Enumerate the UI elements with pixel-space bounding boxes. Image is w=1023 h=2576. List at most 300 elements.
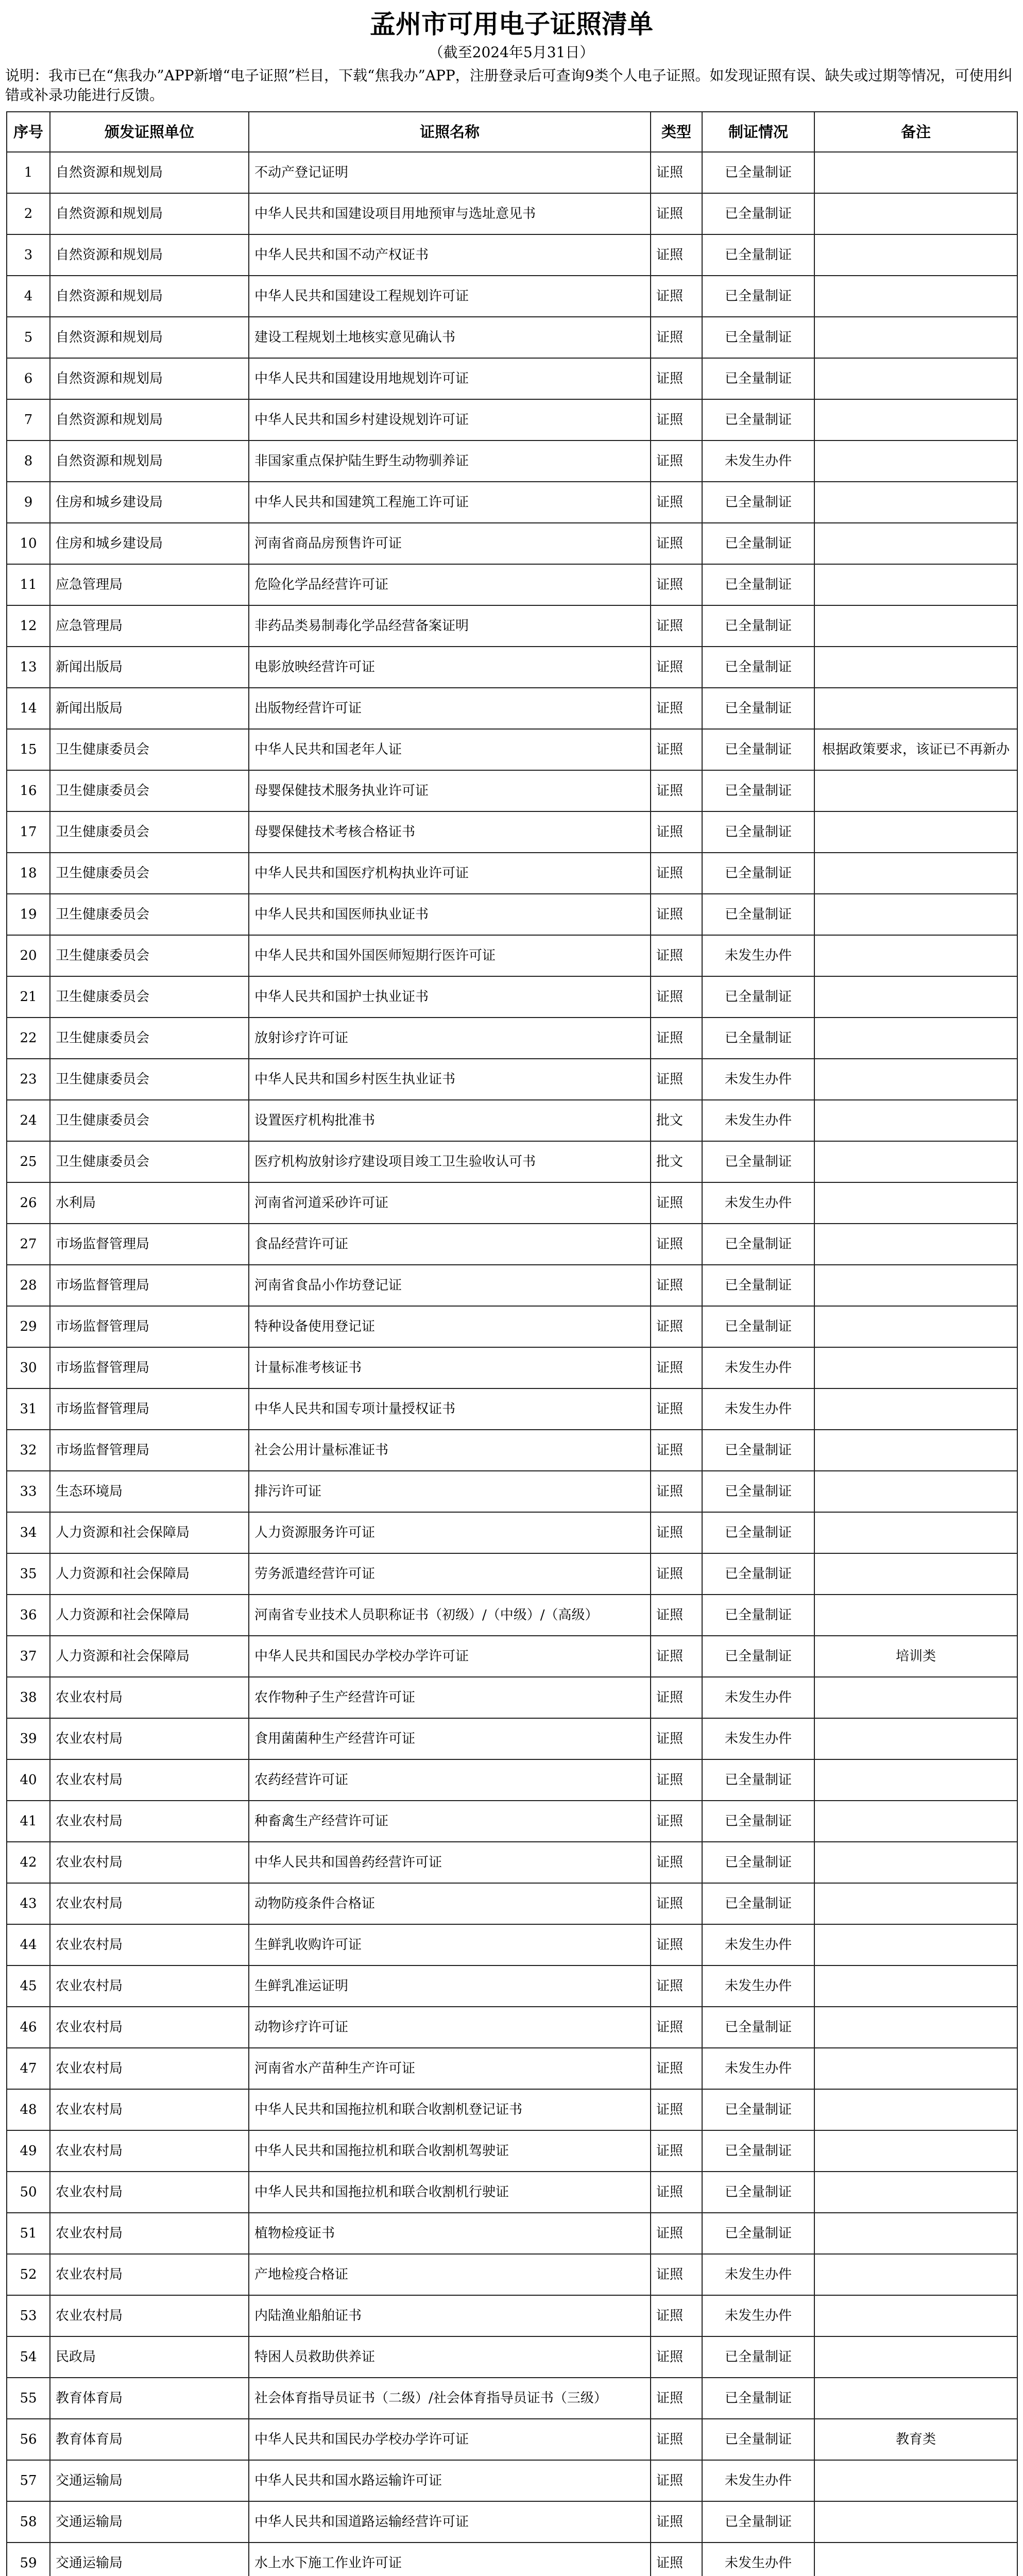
cell-remarks bbox=[814, 1512, 1017, 1553]
table-row bbox=[7, 2213, 1017, 2254]
cell-status: 已全量制证 bbox=[702, 152, 814, 193]
cell-index: 27 bbox=[7, 1224, 50, 1265]
cell-status: 已全量制证 bbox=[702, 1141, 814, 1182]
cell-index: 11 bbox=[7, 564, 50, 605]
cell-status: 未发生办件 bbox=[702, 1388, 814, 1430]
cell-status: 未发生办件 bbox=[702, 1347, 814, 1388]
cell-certificate-name: 中华人民共和国老年人证 bbox=[249, 729, 651, 770]
cell-index: 9 bbox=[7, 482, 50, 523]
cell-remarks bbox=[814, 1965, 1017, 2007]
cell-certificate-name: 中华人民共和国水路运输许可证 bbox=[249, 2460, 651, 2501]
cell-certificate-name: 生鲜乳收购许可证 bbox=[249, 1924, 651, 1965]
table-row bbox=[7, 1636, 1017, 1677]
cell-type: 证照 bbox=[651, 1347, 702, 1388]
cell-remarks bbox=[814, 482, 1017, 523]
cell-remarks bbox=[814, 1018, 1017, 1059]
cell-status: 已全量制证 bbox=[702, 2172, 814, 2213]
cell-index: 23 bbox=[7, 1059, 50, 1100]
table-row bbox=[7, 1965, 1017, 2007]
cell-issuer: 农业农村局 bbox=[50, 1759, 249, 1801]
cell-type: 证照 bbox=[651, 1018, 702, 1059]
cell-type: 证照 bbox=[651, 688, 702, 729]
cell-status: 已全量制证 bbox=[702, 2501, 814, 2543]
cell-type: 证照 bbox=[651, 440, 702, 482]
cell-remarks bbox=[814, 2048, 1017, 2089]
cell-remarks bbox=[814, 317, 1017, 358]
cell-type: 证照 bbox=[651, 1801, 702, 1842]
cell-issuer: 农业农村局 bbox=[50, 2007, 249, 2048]
cell-issuer: 自然资源和规划局 bbox=[50, 276, 249, 317]
cell-certificate-name: 人力资源服务许可证 bbox=[249, 1512, 651, 1553]
table-row bbox=[7, 1100, 1017, 1141]
table-row bbox=[7, 2172, 1017, 2213]
cell-type: 证照 bbox=[651, 894, 702, 935]
cell-remarks bbox=[814, 2007, 1017, 2048]
cell-status: 未发生办件 bbox=[702, 2460, 814, 2501]
cell-type: 证照 bbox=[651, 1965, 702, 2007]
cell-status: 已全量制证 bbox=[702, 688, 814, 729]
cell-remarks bbox=[814, 1306, 1017, 1347]
cell-remarks: 培训类 bbox=[814, 1636, 1017, 1677]
table-row bbox=[7, 1677, 1017, 1718]
cell-certificate-name: 危险化学品经营许可证 bbox=[249, 564, 651, 605]
cell-certificate-name: 中华人民共和国乡村建设规划许可证 bbox=[249, 399, 651, 440]
header-certificate-name: 证照名称 bbox=[249, 112, 651, 152]
cell-remarks bbox=[814, 1347, 1017, 1388]
cell-index: 26 bbox=[7, 1182, 50, 1224]
cell-remarks bbox=[814, 935, 1017, 976]
cell-type: 证照 bbox=[651, 647, 702, 688]
table-header-row bbox=[7, 112, 1017, 152]
table-row bbox=[7, 647, 1017, 688]
cell-certificate-name: 社会公用计量标准证书 bbox=[249, 1430, 651, 1471]
cell-status: 未发生办件 bbox=[702, 2543, 814, 2576]
cell-issuer: 卫生健康委员会 bbox=[50, 1059, 249, 1100]
cell-index: 58 bbox=[7, 2501, 50, 2543]
cell-status: 已全量制证 bbox=[702, 2007, 814, 2048]
cell-issuer: 人力资源和社会保障局 bbox=[50, 1512, 249, 1553]
cell-type: 证照 bbox=[651, 2419, 702, 2460]
cell-index: 25 bbox=[7, 1141, 50, 1182]
cell-type: 批文 bbox=[651, 1141, 702, 1182]
cell-issuer: 应急管理局 bbox=[50, 564, 249, 605]
cell-certificate-name: 食用菌菌种生产经营许可证 bbox=[249, 1718, 651, 1759]
cell-issuer: 自然资源和规划局 bbox=[50, 152, 249, 193]
cell-status: 未发生办件 bbox=[702, 1677, 814, 1718]
cell-certificate-name: 中华人民共和国道路运输经营许可证 bbox=[249, 2501, 651, 2543]
cell-certificate-name: 中华人民共和国医疗机构执业许可证 bbox=[249, 853, 651, 894]
cell-issuer: 农业农村局 bbox=[50, 2172, 249, 2213]
cell-issuer: 农业农村局 bbox=[50, 2295, 249, 2336]
cell-issuer: 卫生健康委员会 bbox=[50, 1018, 249, 1059]
cell-index: 48 bbox=[7, 2089, 50, 2130]
cell-type: 证照 bbox=[651, 1059, 702, 1100]
cell-certificate-name: 内陆渔业船舶证书 bbox=[249, 2295, 651, 2336]
cell-certificate-name: 设置医疗机构批准书 bbox=[249, 1100, 651, 1141]
cell-issuer: 市场监督管理局 bbox=[50, 1347, 249, 1388]
cell-remarks bbox=[814, 853, 1017, 894]
cell-issuer: 教育体育局 bbox=[50, 2378, 249, 2419]
table-row bbox=[7, 1265, 1017, 1306]
cell-certificate-name: 出版物经营许可证 bbox=[249, 688, 651, 729]
table-row bbox=[7, 399, 1017, 440]
table-row bbox=[7, 523, 1017, 564]
table-row bbox=[7, 1842, 1017, 1883]
table-row bbox=[7, 2543, 1017, 2576]
cell-status: 已全量制证 bbox=[702, 358, 814, 399]
cell-remarks bbox=[814, 647, 1017, 688]
cell-certificate-name: 特困人员救助供养证 bbox=[249, 2336, 651, 2378]
table-row bbox=[7, 193, 1017, 234]
cell-type: 证照 bbox=[651, 399, 702, 440]
cell-status: 已全量制证 bbox=[702, 399, 814, 440]
cell-type: 证照 bbox=[651, 2172, 702, 2213]
header-index: 序号 bbox=[7, 112, 50, 152]
table-row bbox=[7, 853, 1017, 894]
cell-remarks: 根据政策要求，该证已不再新办 bbox=[814, 729, 1017, 770]
cell-issuer: 农业农村局 bbox=[50, 1677, 249, 1718]
table-row bbox=[7, 440, 1017, 482]
cell-certificate-name: 河南省水产苗种生产许可证 bbox=[249, 2048, 651, 2089]
table-row bbox=[7, 2048, 1017, 2089]
cell-issuer: 卫生健康委员会 bbox=[50, 976, 249, 1018]
cell-status: 已全量制证 bbox=[702, 1801, 814, 1842]
cell-issuer: 农业农村局 bbox=[50, 1718, 249, 1759]
cell-type: 证照 bbox=[651, 2543, 702, 2576]
cell-status: 已全量制证 bbox=[702, 1636, 814, 1677]
cell-type: 证照 bbox=[651, 1924, 702, 1965]
cell-remarks bbox=[814, 1141, 1017, 1182]
cell-index: 21 bbox=[7, 976, 50, 1018]
cell-issuer: 卫生健康委员会 bbox=[50, 853, 249, 894]
cell-type: 证照 bbox=[651, 1182, 702, 1224]
cell-issuer: 住房和城乡建设局 bbox=[50, 523, 249, 564]
cell-index: 35 bbox=[7, 1553, 50, 1595]
cell-index: 33 bbox=[7, 1471, 50, 1512]
header-remarks: 备注 bbox=[814, 112, 1017, 152]
table-row bbox=[7, 276, 1017, 317]
cell-issuer: 交通运输局 bbox=[50, 2460, 249, 2501]
cell-status: 已全量制证 bbox=[702, 1883, 814, 1924]
cell-index: 56 bbox=[7, 2419, 50, 2460]
cell-remarks bbox=[814, 1924, 1017, 1965]
cell-index: 36 bbox=[7, 1595, 50, 1636]
cell-type: 证照 bbox=[651, 2378, 702, 2419]
cell-remarks bbox=[814, 2172, 1017, 2213]
cell-certificate-name: 中华人民共和国外国医师短期行医许可证 bbox=[249, 935, 651, 976]
cell-issuer: 农业农村局 bbox=[50, 1924, 249, 1965]
cell-remarks bbox=[814, 234, 1017, 276]
cell-index: 6 bbox=[7, 358, 50, 399]
cell-remarks bbox=[814, 399, 1017, 440]
table-row bbox=[7, 2378, 1017, 2419]
cell-index: 54 bbox=[7, 2336, 50, 2378]
cell-issuer: 市场监督管理局 bbox=[50, 1306, 249, 1347]
cell-index: 53 bbox=[7, 2295, 50, 2336]
cell-issuer: 新闻出版局 bbox=[50, 647, 249, 688]
cell-certificate-name: 中华人民共和国建设项目用地预审与选址意见书 bbox=[249, 193, 651, 234]
cell-index: 50 bbox=[7, 2172, 50, 2213]
cell-status: 已全量制证 bbox=[702, 1512, 814, 1553]
certificate-table bbox=[6, 111, 1018, 2576]
cell-issuer: 人力资源和社会保障局 bbox=[50, 1595, 249, 1636]
cell-issuer: 自然资源和规划局 bbox=[50, 317, 249, 358]
cell-remarks bbox=[814, 1059, 1017, 1100]
table-row bbox=[7, 605, 1017, 647]
table-row bbox=[7, 2336, 1017, 2378]
cell-status: 未发生办件 bbox=[702, 1718, 814, 1759]
cell-status: 未发生办件 bbox=[702, 1924, 814, 1965]
cell-issuer: 卫生健康委员会 bbox=[50, 1100, 249, 1141]
cell-remarks bbox=[814, 564, 1017, 605]
cell-remarks bbox=[814, 2130, 1017, 2172]
cell-index: 47 bbox=[7, 2048, 50, 2089]
cell-type: 证照 bbox=[651, 605, 702, 647]
cell-remarks bbox=[814, 688, 1017, 729]
cell-type: 证照 bbox=[651, 1553, 702, 1595]
table-row bbox=[7, 1182, 1017, 1224]
cell-certificate-name: 中华人民共和国拖拉机和联合收割机驾驶证 bbox=[249, 2130, 651, 2172]
table-row bbox=[7, 482, 1017, 523]
cell-certificate-name: 中华人民共和国拖拉机和联合收割机行驶证 bbox=[249, 2172, 651, 2213]
cell-issuer: 农业农村局 bbox=[50, 2048, 249, 2089]
header-issuer: 颁发证照单位 bbox=[50, 112, 249, 152]
cell-certificate-name: 产地检疫合格证 bbox=[249, 2254, 651, 2295]
cell-index: 28 bbox=[7, 1265, 50, 1306]
cell-index: 24 bbox=[7, 1100, 50, 1141]
cell-status: 已全量制证 bbox=[702, 976, 814, 1018]
cell-certificate-name: 中华人民共和国乡村医生执业证书 bbox=[249, 1059, 651, 1100]
cell-type: 证照 bbox=[651, 152, 702, 193]
cell-issuer: 自然资源和规划局 bbox=[50, 234, 249, 276]
table-row bbox=[7, 1801, 1017, 1842]
cell-status: 已全量制证 bbox=[702, 1306, 814, 1347]
table-row bbox=[7, 1141, 1017, 1182]
table-row bbox=[7, 811, 1017, 853]
cell-issuer: 自然资源和规划局 bbox=[50, 193, 249, 234]
table-row bbox=[7, 1512, 1017, 1553]
cell-remarks bbox=[814, 1883, 1017, 1924]
cell-remarks bbox=[814, 2213, 1017, 2254]
cell-status: 已全量制证 bbox=[702, 564, 814, 605]
cell-certificate-name: 动物防疫条件合格证 bbox=[249, 1883, 651, 1924]
cell-issuer: 农业农村局 bbox=[50, 1801, 249, 1842]
cell-index: 13 bbox=[7, 647, 50, 688]
cell-issuer: 农业农村局 bbox=[50, 1842, 249, 1883]
cell-index: 37 bbox=[7, 1636, 50, 1677]
cell-index: 4 bbox=[7, 276, 50, 317]
cell-type: 证照 bbox=[651, 1306, 702, 1347]
cell-remarks bbox=[814, 2501, 1017, 2543]
table-row bbox=[7, 1018, 1017, 1059]
cell-remarks bbox=[814, 811, 1017, 853]
cell-index: 31 bbox=[7, 1388, 50, 1430]
cell-issuer: 卫生健康委员会 bbox=[50, 935, 249, 976]
cell-index: 12 bbox=[7, 605, 50, 647]
cell-remarks bbox=[814, 440, 1017, 482]
table-row bbox=[7, 2295, 1017, 2336]
cell-issuer: 交通运输局 bbox=[50, 2543, 249, 2576]
table-row bbox=[7, 976, 1017, 1018]
cell-certificate-name: 农作物种子生产经营许可证 bbox=[249, 1677, 651, 1718]
cell-index: 32 bbox=[7, 1430, 50, 1471]
cell-certificate-name: 中华人民共和国拖拉机和联合收割机登记证书 bbox=[249, 2089, 651, 2130]
cell-remarks bbox=[814, 976, 1017, 1018]
cell-certificate-name: 电影放映经营许可证 bbox=[249, 647, 651, 688]
cell-remarks bbox=[814, 1801, 1017, 1842]
cell-issuer: 民政局 bbox=[50, 2336, 249, 2378]
cell-certificate-name: 劳务派遣经营许可证 bbox=[249, 1553, 651, 1595]
cell-type: 证照 bbox=[651, 1224, 702, 1265]
cell-index: 42 bbox=[7, 1842, 50, 1883]
cell-type: 证照 bbox=[651, 729, 702, 770]
cell-type: 证照 bbox=[651, 1842, 702, 1883]
cell-type: 证照 bbox=[651, 2048, 702, 2089]
cell-remarks bbox=[814, 193, 1017, 234]
cell-status: 已全量制证 bbox=[702, 1430, 814, 1471]
cell-type: 证照 bbox=[651, 276, 702, 317]
table-row bbox=[7, 1059, 1017, 1100]
table-row bbox=[7, 894, 1017, 935]
cell-status: 已全量制证 bbox=[702, 770, 814, 811]
cell-type: 证照 bbox=[651, 523, 702, 564]
table-row bbox=[7, 1595, 1017, 1636]
cell-certificate-name: 非药品类易制毒化学品经营备案证明 bbox=[249, 605, 651, 647]
cell-remarks bbox=[814, 1718, 1017, 1759]
cell-issuer: 农业农村局 bbox=[50, 2130, 249, 2172]
cell-issuer: 农业农村局 bbox=[50, 2254, 249, 2295]
cell-index: 40 bbox=[7, 1759, 50, 1801]
cell-remarks bbox=[814, 2295, 1017, 2336]
cell-issuer: 卫生健康委员会 bbox=[50, 811, 249, 853]
cell-remarks bbox=[814, 1471, 1017, 1512]
table-row bbox=[7, 1553, 1017, 1595]
cell-type: 证照 bbox=[651, 564, 702, 605]
cell-type: 证照 bbox=[651, 1718, 702, 1759]
cell-type: 证照 bbox=[651, 2460, 702, 2501]
cell-certificate-name: 建设工程规划土地核实意见确认书 bbox=[249, 317, 651, 358]
cell-certificate-name: 种畜禽生产经营许可证 bbox=[249, 1801, 651, 1842]
cell-type: 证照 bbox=[651, 2501, 702, 2543]
cell-index: 1 bbox=[7, 152, 50, 193]
table-row bbox=[7, 2460, 1017, 2501]
cell-issuer: 市场监督管理局 bbox=[50, 1265, 249, 1306]
cell-type: 证照 bbox=[651, 853, 702, 894]
cell-certificate-name: 中华人民共和国建筑工程施工许可证 bbox=[249, 482, 651, 523]
cell-index: 22 bbox=[7, 1018, 50, 1059]
cell-index: 44 bbox=[7, 1924, 50, 1965]
cell-type: 证照 bbox=[651, 358, 702, 399]
cell-issuer: 生态环境局 bbox=[50, 1471, 249, 1512]
cell-certificate-name: 生鲜乳准运证明 bbox=[249, 1965, 651, 2007]
cell-issuer: 卫生健康委员会 bbox=[50, 894, 249, 935]
cell-certificate-name: 动物诊疗许可证 bbox=[249, 2007, 651, 2048]
cell-issuer: 自然资源和规划局 bbox=[50, 440, 249, 482]
cell-index: 15 bbox=[7, 729, 50, 770]
cell-remarks bbox=[814, 770, 1017, 811]
cell-status: 已全量制证 bbox=[702, 1471, 814, 1512]
cell-remarks bbox=[814, 152, 1017, 193]
cell-type: 证照 bbox=[651, 1512, 702, 1553]
cell-type: 证照 bbox=[651, 2254, 702, 2295]
document-title: 孟州市可用电子证照清单 bbox=[370, 9, 653, 39]
cell-status: 已全量制证 bbox=[702, 2378, 814, 2419]
table-row bbox=[7, 1430, 1017, 1471]
cell-remarks bbox=[814, 1677, 1017, 1718]
cell-certificate-name: 植物检疫证书 bbox=[249, 2213, 651, 2254]
table-row bbox=[7, 2089, 1017, 2130]
cell-index: 52 bbox=[7, 2254, 50, 2295]
cell-index: 30 bbox=[7, 1347, 50, 1388]
cell-certificate-name: 中华人民共和国护士执业证书 bbox=[249, 976, 651, 1018]
cell-status: 未发生办件 bbox=[702, 935, 814, 976]
cell-status: 已全量制证 bbox=[702, 1595, 814, 1636]
cell-status: 未发生办件 bbox=[702, 1059, 814, 1100]
cell-index: 57 bbox=[7, 2460, 50, 2501]
cell-remarks bbox=[814, 1759, 1017, 1801]
cell-status: 未发生办件 bbox=[702, 1100, 814, 1141]
cell-status: 已全量制证 bbox=[702, 2130, 814, 2172]
table-row bbox=[7, 1718, 1017, 1759]
cell-certificate-name: 中华人民共和国兽药经营许可证 bbox=[249, 1842, 651, 1883]
cell-certificate-name: 中华人民共和国不动产权证书 bbox=[249, 234, 651, 276]
cell-type: 证照 bbox=[651, 1759, 702, 1801]
cell-remarks bbox=[814, 605, 1017, 647]
cell-issuer: 市场监督管理局 bbox=[50, 1430, 249, 1471]
cell-remarks bbox=[814, 894, 1017, 935]
cell-issuer: 应急管理局 bbox=[50, 605, 249, 647]
cell-type: 证照 bbox=[651, 193, 702, 234]
cell-certificate-name: 母婴保健技术考核合格证书 bbox=[249, 811, 651, 853]
cell-type: 证照 bbox=[651, 1430, 702, 1471]
table-row bbox=[7, 152, 1017, 193]
cell-issuer: 卫生健康委员会 bbox=[50, 1141, 249, 1182]
cell-index: 39 bbox=[7, 1718, 50, 1759]
cell-type: 证照 bbox=[651, 2089, 702, 2130]
cell-type: 证照 bbox=[651, 482, 702, 523]
cell-index: 38 bbox=[7, 1677, 50, 1718]
cell-index: 49 bbox=[7, 2130, 50, 2172]
cell-index: 20 bbox=[7, 935, 50, 976]
cell-issuer: 农业农村局 bbox=[50, 2089, 249, 2130]
table-row bbox=[7, 2007, 1017, 2048]
cell-certificate-name: 食品经营许可证 bbox=[249, 1224, 651, 1265]
cell-status: 已全量制证 bbox=[702, 894, 814, 935]
table-row bbox=[7, 2501, 1017, 2543]
cell-index: 59 bbox=[7, 2543, 50, 2576]
table-row bbox=[7, 2254, 1017, 2295]
cell-status: 已全量制证 bbox=[702, 1018, 814, 1059]
table-row bbox=[7, 234, 1017, 276]
cell-type: 证照 bbox=[651, 976, 702, 1018]
table-row bbox=[7, 1759, 1017, 1801]
table-row bbox=[7, 688, 1017, 729]
cell-status: 已全量制证 bbox=[702, 1224, 814, 1265]
cell-certificate-name: 排污许可证 bbox=[249, 1471, 651, 1512]
cell-remarks bbox=[814, 1100, 1017, 1141]
cell-type: 证照 bbox=[651, 2007, 702, 2048]
cell-index: 46 bbox=[7, 2007, 50, 2048]
cell-status: 已全量制证 bbox=[702, 482, 814, 523]
cell-type: 证照 bbox=[651, 935, 702, 976]
cell-index: 8 bbox=[7, 440, 50, 482]
table-row bbox=[7, 1471, 1017, 1512]
cell-type: 证照 bbox=[651, 1471, 702, 1512]
cell-certificate-name: 特种设备使用登记证 bbox=[249, 1306, 651, 1347]
cell-issuer: 农业农村局 bbox=[50, 1965, 249, 2007]
cell-index: 29 bbox=[7, 1306, 50, 1347]
cell-remarks bbox=[814, 2336, 1017, 2378]
